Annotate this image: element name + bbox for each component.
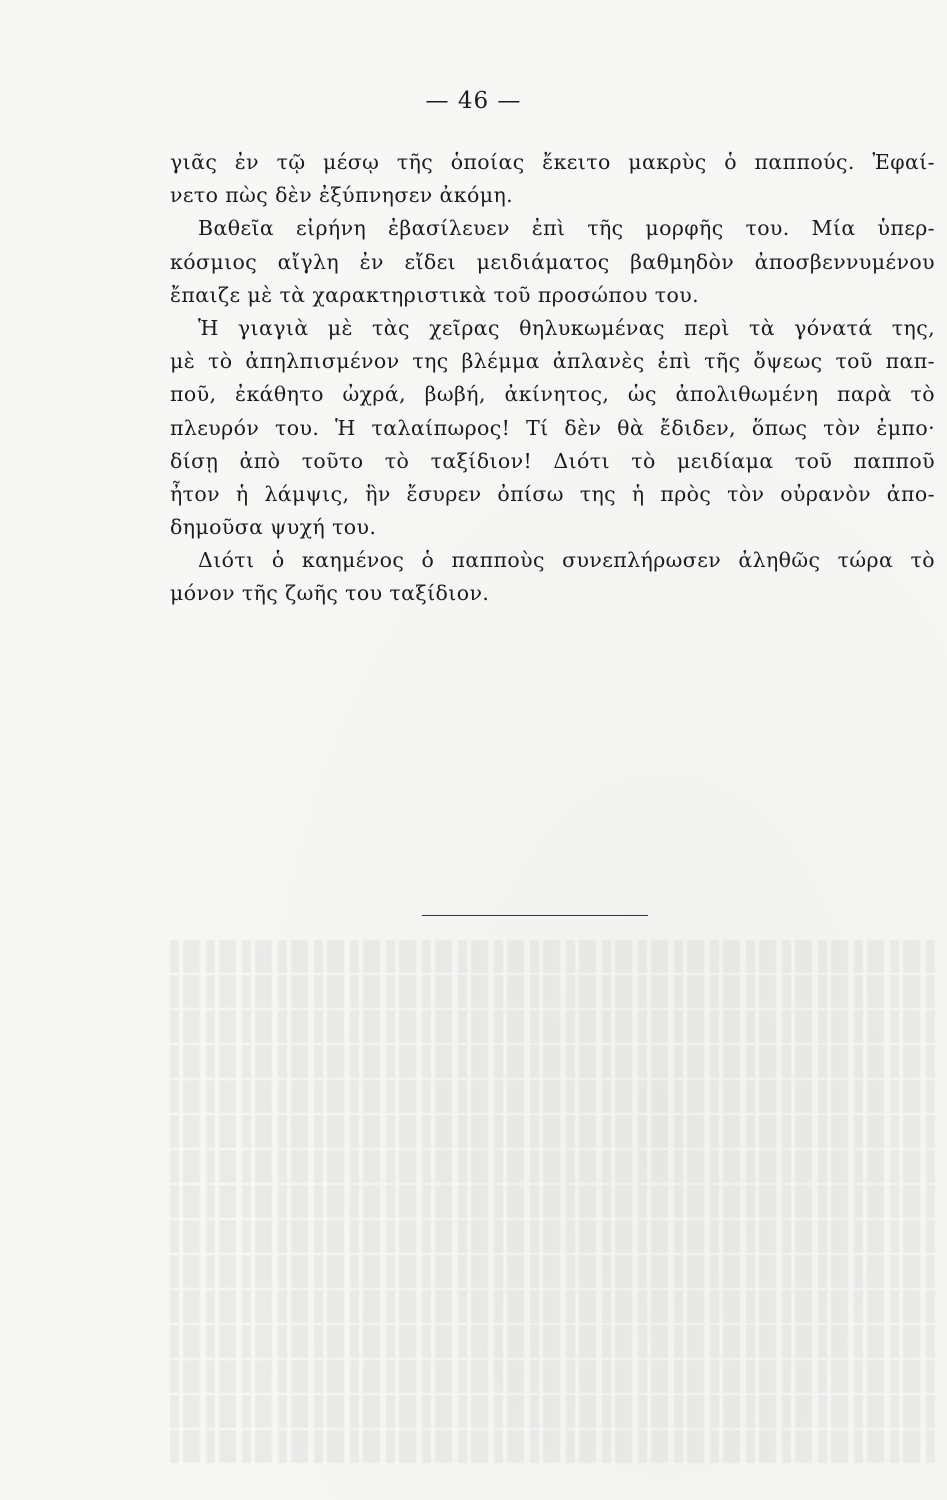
text-line: ἦτον ἡ λάμψις, ἣν ἔσυρεν ὀπίσω της ἡ πρὸς τὸν οὐρανὸν ἀπο- bbox=[170, 481, 935, 506]
text-line: ἔπαιζε μὲ τὰ χαρακτηριστικὰ τοῦ προσώπου του. bbox=[170, 282, 700, 307]
page-number: — 46 — bbox=[425, 88, 522, 114]
text-line: δημοῦσα ψυχή του. bbox=[170, 515, 377, 540]
text-line: ποῦ, ἐκάθητο ὠχρά, βωβή, ἀκίνητος, ὡς ἀπολιθωμένη παρὰ τὸ bbox=[170, 382, 935, 407]
text-line: Διότι ὁ καημένος ὁ παπποὺς συνεπλήρωσεν ἀληθῶς τώρα τὸ bbox=[198, 548, 935, 573]
text-line: νετο πὼς δὲν ἐξύπνησεν ἀκόμη. bbox=[170, 183, 514, 208]
section-divider bbox=[422, 915, 648, 916]
text-line: δίσῃ ἀπὸ τοῦτο τὸ ταξίδιον! Διότι τὸ μειδίαμα τοῦ παπποῦ bbox=[170, 448, 935, 473]
text-line: γιᾶς ἐν τῷ μέσῳ τῆς ὁποίας ἔκειτο μακρὺς ὁ παππούς. Ἐφαί- bbox=[170, 150, 935, 174]
text-line: μόνον τῆς ζωῆς του ταξίδιον. bbox=[170, 581, 490, 606]
text-line: μὲ τὸ ἀπηλπισμένον της βλέμμα ἀπλανὲς ἐπὶ τῆς ὄψεως τοῦ παπ- bbox=[170, 349, 935, 374]
show-through-texture bbox=[170, 940, 935, 1480]
text-line: κόσμιος αἴγλη ἐν εἴδει μειδιάματος βαθμηδὸν ἀποσβεννυμένου bbox=[170, 249, 935, 274]
text-line: πλευρόν του. Ἡ ταλαίπωρος! Τί δὲν θὰ ἔδιδεν, ὅπως τὸν ἐμπο· bbox=[170, 415, 935, 440]
text-line: Βαθεῖα εἰρήνη ἐβασίλευεν ἐπὶ τῆς μορφῆς του. Μία ὑπερ- bbox=[198, 216, 935, 241]
body-text bbox=[170, 146, 935, 611]
text-line: Ἡ γιαγιὰ μὲ τὰς χεῖρας θηλυκωμένας περὶ τὰ γόνατά της, bbox=[198, 315, 935, 340]
